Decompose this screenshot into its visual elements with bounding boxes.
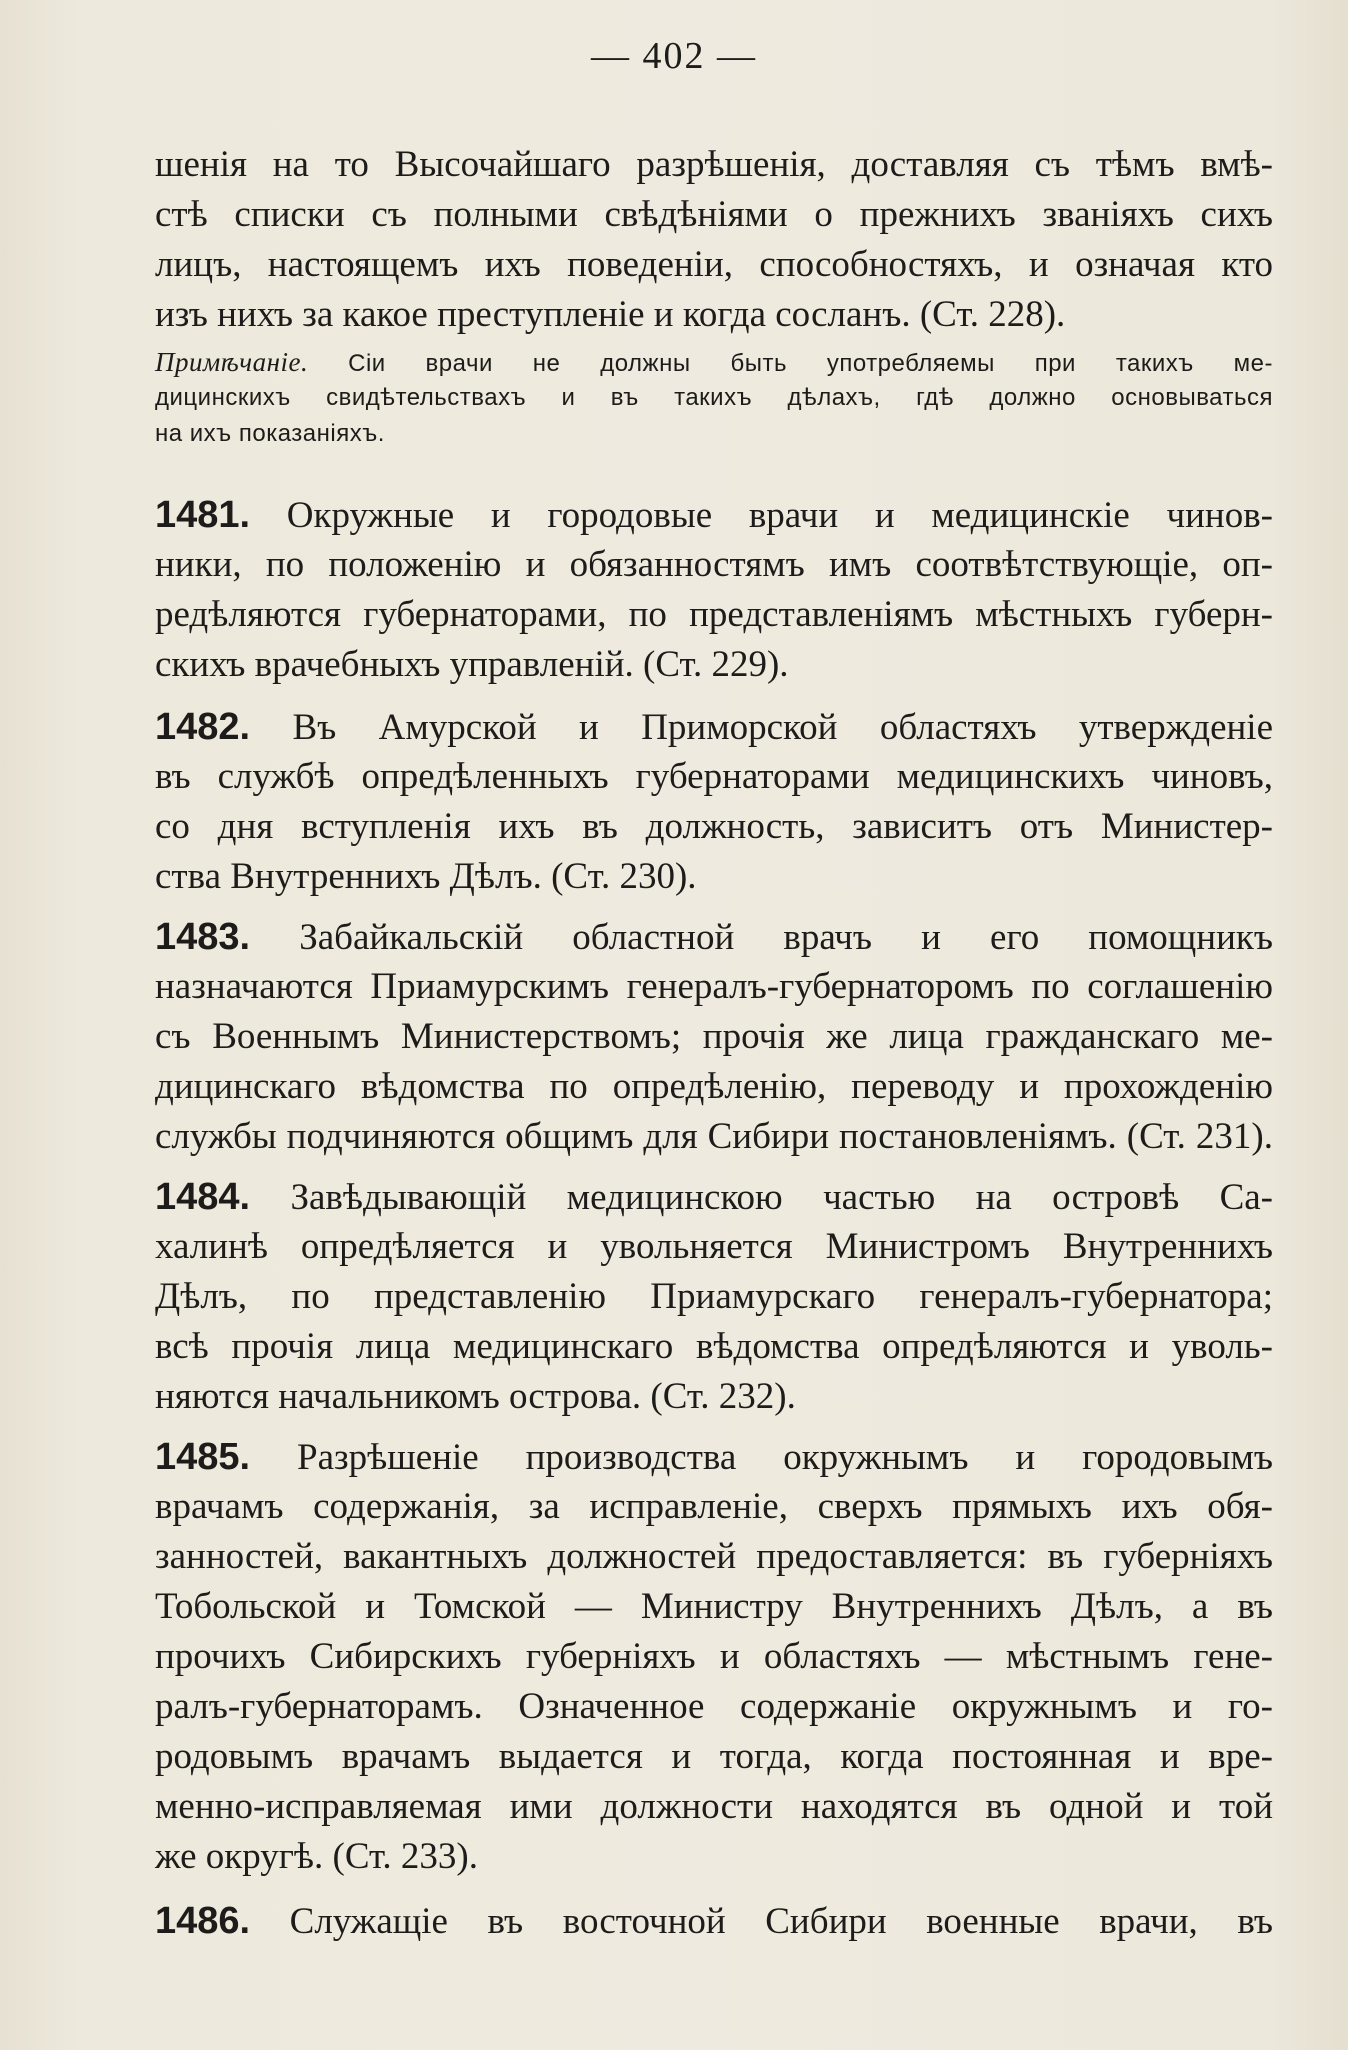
article-line: халинѣ опредѣляется и увольняется Министромъ Внутреннихъ xyxy=(155,1226,1273,1267)
article-line: ники, по положенію и обязанностямъ имъ соотвѣтствующіе, оп- xyxy=(155,544,1273,585)
note-label: Примѣчаніе. xyxy=(155,347,309,377)
article-line: ства Внутреннихъ Дѣлъ. (Ст. 230). xyxy=(155,856,697,897)
note-text: Сіи врачи не должны быть употребляемы при такихъ ме- xyxy=(348,350,1273,377)
paragraph-line: шенія на то Высочайшаго разрѣшенія, доставляя съ тѣмъ вмѣ- xyxy=(155,144,1273,185)
article-line: службы подчиняются общимъ для Сибири постановленіямъ. (Ст. 231). xyxy=(155,1116,1273,1157)
article-1486 xyxy=(155,1896,1273,1946)
article-1484 xyxy=(155,1172,1273,1422)
article-line: редѣляются губернаторами, по представленіямъ мѣстныхъ губерн- xyxy=(155,594,1273,635)
article-1483 xyxy=(155,912,1273,1162)
article-first-line xyxy=(155,490,1273,540)
article-line: врачамъ содержанія, за исправленіе, сверхъ прямыхъ ихъ обя- xyxy=(155,1486,1273,1527)
article-text: Забайкальскій областной врачъ и его помощникъ xyxy=(299,917,1274,958)
article-1481 xyxy=(155,490,1273,690)
paragraph-line: лицъ, настоящемъ ихъ поведеніи, способностяхъ, и означая кто xyxy=(155,244,1273,285)
article-number: 1482. xyxy=(155,706,251,748)
article-1482 xyxy=(155,702,1273,902)
page-number: — 402 — xyxy=(591,35,757,77)
note-block xyxy=(155,344,1273,452)
note-line: на ихъ показаніяхъ. xyxy=(155,420,385,447)
article-line: занностей, вакантныхъ должностей предоставляется: въ губерніяхъ xyxy=(155,1536,1273,1577)
article-text: Завѣдывающій медицинскою частью на островѣ Са- xyxy=(290,1177,1273,1218)
article-first-line xyxy=(155,912,1273,962)
article-line: менно-исправляемая ими должности находятся въ одной и той xyxy=(155,1786,1273,1827)
article-number: 1485. xyxy=(155,1436,251,1478)
article-line: со дня вступленія ихъ въ должность, зависитъ отъ Министер- xyxy=(155,806,1273,847)
article-line: назначаются Приамурскимъ генералъ-губернаторомъ по соглашенію xyxy=(155,966,1273,1007)
article-text: Служащіе въ восточной Сибири военные врачи, въ xyxy=(289,1901,1273,1942)
article-text: Окружные и городовые врачи и медицинскіе чинов- xyxy=(286,495,1273,536)
article-first-line xyxy=(155,1172,1273,1222)
article-line: же округѣ. (Ст. 233). xyxy=(155,1836,478,1877)
article-line: ралъ-губернаторамъ. Означенное содержаніе окружнымъ и го- xyxy=(155,1686,1273,1727)
article-line: родовымъ врачамъ выдается и тогда, когда постоянная и вре- xyxy=(155,1736,1273,1777)
intro-paragraph xyxy=(155,140,1273,340)
article-text: Въ Амурской и Приморской областяхъ утвержденіе xyxy=(292,707,1274,748)
article-number: 1486. xyxy=(155,1900,251,1942)
article-line: няются начальникомъ острова. (Ст. 232). xyxy=(155,1376,796,1417)
article-line: прочихъ Сибирскихъ губерніяхъ и областяхъ — мѣстнымъ гене- xyxy=(155,1636,1273,1677)
note-line xyxy=(155,344,1273,380)
article-line: Тобольской и Томской — Министру Внутреннихъ Дѣлъ, а въ xyxy=(155,1586,1273,1627)
paragraph-line: стѣ списки съ полными свѣдѣніями о прежнихъ званіяхъ сихъ xyxy=(155,194,1273,235)
article-line: дицинскаго вѣдомства по опредѣленію, переводу и прохожденію xyxy=(155,1066,1273,1107)
article-text: Разрѣшеніе производства окружнымъ и городовымъ xyxy=(297,1437,1274,1478)
article-first-line xyxy=(155,1896,1273,1946)
article-line: съ Военнымъ Министерствомъ; прочія же лица гражданскаго ме- xyxy=(155,1016,1273,1057)
article-number: 1483. xyxy=(155,916,251,958)
article-number: 1484. xyxy=(155,1176,251,1218)
article-line: скихъ врачебныхъ управленій. (Ст. 229). xyxy=(155,644,789,685)
article-first-line xyxy=(155,1432,1273,1482)
article-number: 1481. xyxy=(155,494,251,536)
article-line: всѣ прочія лица медицинскаго вѣдомства опредѣляются и уволь- xyxy=(155,1326,1273,1367)
paragraph-line: изъ нихъ за какое преступленіе и когда сосланъ. (Ст. 228). xyxy=(155,294,1066,335)
article-1485 xyxy=(155,1432,1273,1882)
article-line: въ службѣ опредѣленныхъ губернаторами медицинскихъ чиновъ, xyxy=(155,756,1273,797)
note-line: дицинскихъ свидѣтельствахъ и въ такихъ дѣлахъ, гдѣ должно основываться xyxy=(155,384,1273,411)
article-first-line xyxy=(155,702,1273,752)
article-line: Дѣлъ, по представленію Приамурскаго генералъ-губернатора; xyxy=(155,1276,1273,1317)
